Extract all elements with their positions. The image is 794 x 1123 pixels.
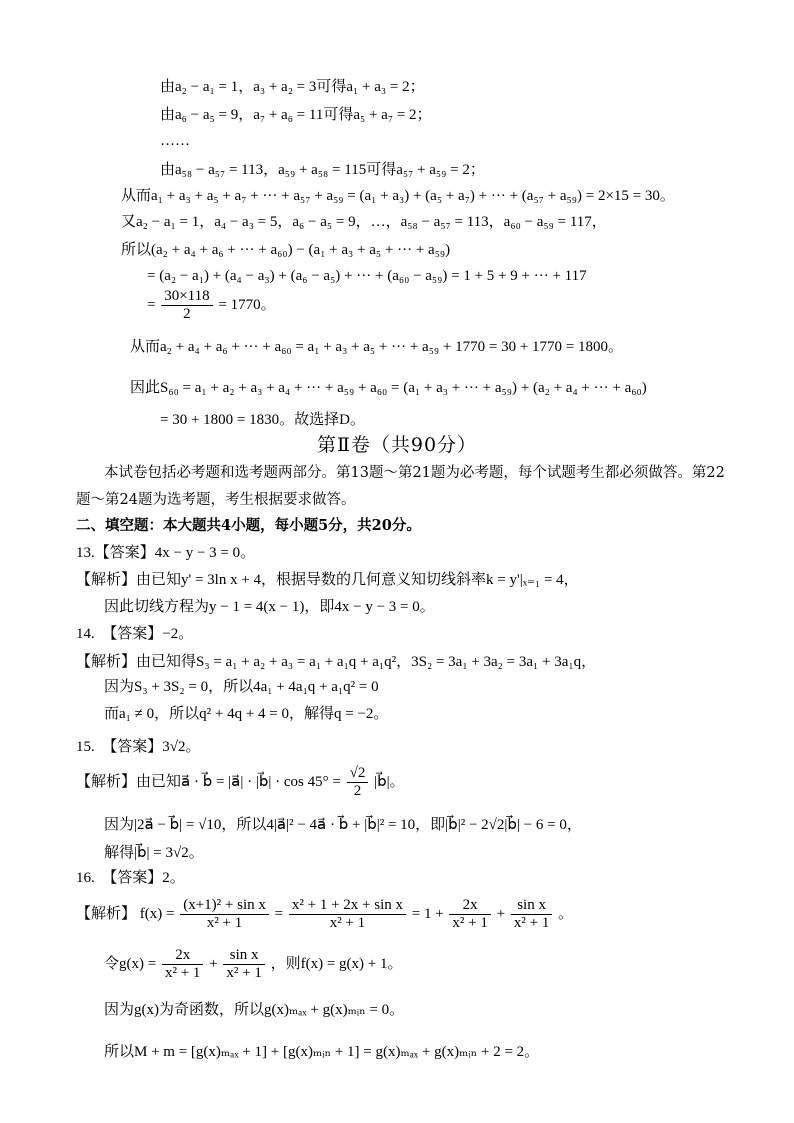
fraction-denominator: 2 (353, 783, 362, 799)
line-so-difference: 所以(a₂ + a₄ + a₆ + ··· + a₆₀) − (a₁ + a₃ + a₅ + ··· + a₅₉) (121, 242, 451, 258)
line-expansion: = (a₂ − a₁) + (a₄ − a₃) + (a₆ − a₅) + ··· + (a₆₀ − a₅₉) = 1 + 5 + 9 + ··· + 117 (147, 268, 587, 284)
line-s60: 因此S₆₀ = a₁ + a₂ + a₃ + a₄ + ··· + a₅₉ + a₆₀ = (a₁ + a₃ + ··· + a₅₉) + (a₂ + a₄ + ··· + a₆₀) (130, 380, 647, 396)
q15-analysis (76, 765, 405, 800)
fraction-numerator: (x+1)² + sin x (180, 897, 269, 915)
f-definition: f(x) = (139, 905, 175, 922)
q13-line-2: 因此切线方程为y − 1 = 4(x − 1)，即4x − y − 3 = 0。 (104, 599, 435, 615)
q15-analysis-end: |b⃗|。 (374, 773, 405, 790)
period: 。 (558, 905, 574, 922)
analysis-label: 【解析】 (76, 905, 137, 922)
fraction-numerator: sin x (223, 947, 264, 965)
fraction (347, 765, 369, 800)
q14-line-3: 而a₁ ≠ 0，所以q² + 4q + 4 = 0，解得q = −2。 (104, 706, 389, 722)
q16-analysis (76, 897, 573, 932)
fraction-result: = 1770。 (218, 296, 276, 313)
plus-sign: + (209, 955, 218, 972)
fraction-numerator: 2x (162, 947, 203, 965)
fraction-denominator: x² + 1 (513, 915, 550, 931)
plus-sign: + (496, 905, 506, 922)
q16-line-3: 因为g(x)为奇函数，所以g(x)ₘₐₓ + g(x)ₘᵢₙ = 0。 (104, 1002, 405, 1018)
fraction-denominator: x² + 1 (206, 915, 243, 931)
equals-sign: = (147, 296, 156, 313)
q14-line-2: 因为S₃ + 3S₂ = 0，所以4a₁ + 4a₁q + a₁q² = 0 (104, 679, 379, 695)
line-derivation-2: 由a₆ − a₅ = 9，a₇ + a₆ = 11可得a₅ + a₇ = 2； (160, 107, 432, 123)
q16-answer: 16. 【答案】2。 (76, 870, 185, 886)
fraction (449, 897, 490, 932)
q15-line-2: 因为|2a⃗ − b⃗| = √10，所以4|a⃗|² − 4a⃗ · b⃗ + |b⃗|² = 10，即|b⃗|² − 2√2|b⃗| − 6 = 0， (104, 817, 582, 833)
fraction-numerator: √2 (347, 765, 369, 783)
fraction-denominator: x² + 1 (452, 915, 488, 931)
part-heading: 二、填空题：本大题共4小题，每小题5分，共20分。 (76, 517, 421, 534)
line-derivation-3: 由a₅₈ − a₅₇ = 113，a₅₉ + a₅₈ = 115可得a₅₇ + a₅₉ = 2； (160, 162, 485, 178)
line-final-answer: = 30 + 1800 = 1830。故选择D。 (160, 412, 365, 428)
fraction-numerator: sin x (511, 897, 552, 915)
intro-line-2: 题～第24题为选考题，考生根据要求做答。 (76, 492, 356, 508)
g-definition: 令g(x) = (104, 955, 157, 972)
q16-line-2 (104, 947, 403, 982)
fraction (162, 947, 203, 982)
q14-answer: 14. 【答案】−2。 (76, 626, 194, 642)
q15-line-3: 解得|b⃗| = 3√2。 (104, 845, 204, 861)
line-fraction-result (147, 288, 276, 323)
q13-analysis: 【解析】由已知y' = 3ln x + 4，根据导数的几何意义知切线斜率k = y'|ₓ₌₁ = 4， (76, 572, 579, 588)
fraction-denominator: 2 (183, 306, 191, 322)
line-odd-sum: 从而a₁ + a₃ + a₅ + a₇ + ··· + a₅₇ + a₅₉ = (a₁ + a₃) + (a₅ + a₇) + ··· + (a₅₇ + a₅₉) = 2×15 = 30。 (121, 188, 675, 204)
equals-one-plus: = 1 + (411, 905, 444, 922)
fraction-numerator: 2x (449, 897, 490, 915)
fraction (180, 897, 269, 932)
fraction-numerator: 30×118 (161, 288, 212, 306)
fraction (289, 897, 406, 932)
q16-line-4: 所以M + m = [g(x)ₘₐₓ + 1] + [g(x)ₘᵢₙ + 1] = g(x)ₘₐₓ + g(x)ₘᵢₙ + 2 = 2。 (104, 1044, 540, 1060)
fraction-denominator: x² + 1 (226, 965, 262, 981)
section-title: 第Ⅱ卷（共90分） (316, 434, 478, 456)
fraction (161, 288, 212, 323)
equals-sign: = (274, 905, 284, 922)
fraction-denominator: x² + 1 (329, 915, 366, 931)
line-even-sum: 从而a₂ + a₄ + a₆ + ··· + a₆₀ = a₁ + a₃ + a₅ + ··· + a₅₉ + 1770 = 30 + 1770 = 1800。 (130, 339, 624, 355)
fraction (511, 897, 552, 932)
q13-answer: 13.【答案】4x − y − 3 = 0。 (76, 545, 256, 561)
intro-line-1: 本试卷包括必考题和选考题两部分。第13题～第21题为必考题，每个试题考生都必须做答。第22 (104, 465, 725, 481)
line-differences: 又a₂ − a₁ = 1，a₄ − a₃ = 5，a₆ − a₅ = 9，…，a₅₈ − a₅₇ = 113，a₆₀ − a₅₉ = 117， (121, 214, 607, 230)
q15-answer: 15. 【答案】3√2。 (76, 739, 201, 755)
q15-analysis-text: 【解析】由已知a⃗ · b⃗ = |a⃗| · |b⃗| · cos 45° = (76, 773, 341, 790)
fraction-numerator: x² + 1 + 2x + sin x (289, 897, 406, 915)
line-derivation-1: 由a₂ − a₁ = 1，a₃ + a₂ = 3可得a₁ + a₃ = 2； (160, 79, 425, 95)
q14-analysis: 【解析】由已知得S₃ = a₁ + a₂ + a₃ = a₁ + a₁q + a₁q²，3S₂ = 3a₁ + 3a₂ = 3a₁ + 3a₁q， (76, 654, 597, 670)
line-ellipsis: …… (160, 133, 190, 149)
g-relation: ，则f(x) = g(x) + 1。 (270, 955, 403, 972)
fraction (223, 947, 264, 982)
fraction-denominator: x² + 1 (164, 965, 201, 981)
